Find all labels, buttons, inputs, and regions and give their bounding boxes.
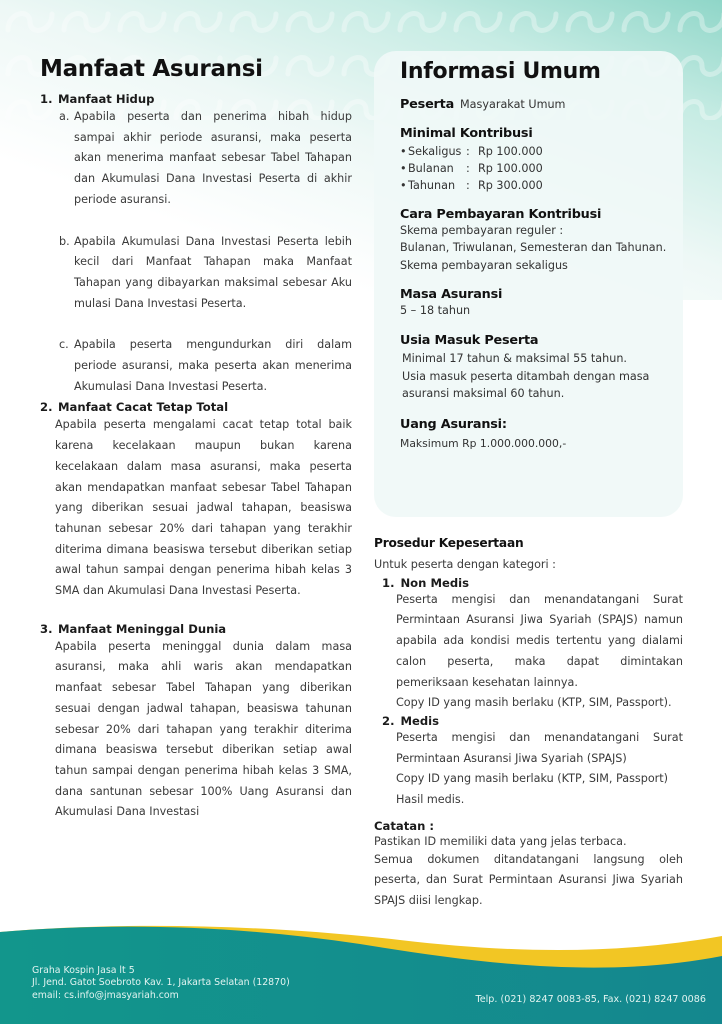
payment-method-block: [400, 207, 670, 275]
card-title: Informasi Umum: [400, 59, 601, 84]
subitem-text: Apabila peserta dan penerima hibah hidup sampai akhir periode asuransi, maka peserta akan menerima manfaat sebesar Tabel Tahapan dan Akumulasi Dana Investasi Peserta di akhir periode asuransi.: [74, 110, 352, 206]
procedure-item-heading: [382, 576, 683, 590]
contribution-type: Tahunan: [408, 178, 456, 192]
contribution-amount: Rp 100.000: [478, 144, 543, 158]
contribution-type: Sekaligus: [408, 144, 462, 158]
procedure-line: Peserta mengisi dan menandatangani Surat Permintaan Asuransi Jiwa Syariah (SPAJS) namun apabila ada kondisi medis tertentu yang dialami calon peserta, maka dapat dimintakan pemeriksaan kesehatan lainnya.: [396, 592, 683, 689]
benefit-section-3: [40, 622, 352, 823]
benefit-section-1: [40, 92, 352, 397]
section-title: Manfaat Cacat Tetap Total: [58, 400, 229, 415]
subitem-text: Apabila peserta mengundurkan diri dalam periode asuransi, maka peserta akan menerima Akumulasi Dana Investasi Peserta.: [74, 338, 352, 393]
separator: :: [466, 178, 470, 192]
benefits-column: [40, 56, 352, 823]
notes-block: [374, 819, 683, 912]
procedure-item-heading: [382, 714, 683, 728]
separator: :: [466, 144, 470, 158]
bullet-icon: •: [400, 144, 407, 158]
note-line: Pastikan ID memiliki data yang jelas terbaca.: [374, 834, 627, 848]
section-title: Manfaat Meninggal Dunia: [58, 621, 227, 636]
subitem-letter: b.: [59, 234, 70, 248]
footer-address: [32, 965, 290, 1002]
page-title: Manfaat Asuransi: [40, 56, 263, 82]
contribution-amount: Rp 300.000: [478, 178, 543, 192]
subitem-text: Apabila Akumulasi Dana Investasi Peserta lebih kecil dari Manfaat Tahapan maka Manfaat Tahapan yang dibayarkan maksimal sebesar Aku mulasi Dana Investasi Peserta.: [74, 234, 352, 310]
note-line: Semua dokumen ditandatangani langsung oleh peserta, dan Surat Permintaan Asuransi Jiwa Syariah SPAJS diisi lengkap.: [374, 852, 683, 908]
entry-age-label: Usia Masuk Peserta: [400, 332, 539, 348]
procedure-item-2: [374, 714, 683, 811]
subitem-letter: a.: [59, 110, 70, 123]
procedure-item-number: 1.: [382, 575, 395, 590]
insurance-period-block: [400, 287, 670, 320]
contribution-amount: Rp 100.000: [478, 161, 543, 175]
benefit-section-2: [40, 400, 352, 601]
procedure-line: Peserta mengisi dan menandatangani Surat Permintaan Asuransi Jiwa Syariah (SPAJS): [396, 730, 683, 765]
procedure-title: Prosedur Kepesertaan: [374, 536, 524, 550]
insurance-period-value: 5 – 18 tahun: [400, 304, 471, 318]
sum-insured-label: Uang Asuransi:: [400, 416, 507, 432]
bullet-icon: •: [400, 178, 407, 192]
footer-wave-decoration: [0, 900, 722, 1024]
benefit-subitem: [59, 335, 352, 397]
bullet-icon: •: [400, 161, 407, 175]
contribution-row: [400, 143, 670, 160]
payment-method-line: Bulanan, Triwulanan, Semesteran dan Tahunan.: [400, 241, 667, 255]
contribution-row: [400, 160, 670, 177]
sum-insured-block: [400, 417, 670, 453]
entry-age-line: Usia masuk peserta ditambah dengan masa asuransi maksimal 60 tahun.: [402, 369, 650, 401]
procedure-item-title: Medis: [400, 713, 440, 728]
contribution-row: [400, 177, 670, 194]
section-number: 1.: [40, 92, 53, 106]
participant-row: [400, 96, 670, 114]
section-number: 2.: [40, 400, 53, 415]
section-heading: [40, 400, 352, 414]
procedure-intro: Untuk peserta dengan kategori :: [374, 558, 556, 571]
notes-title: Catatan :: [374, 818, 434, 833]
participant-label: Peserta: [400, 97, 455, 112]
benefit-subitem: [59, 232, 352, 315]
entry-age-block: [400, 333, 670, 403]
min-contribution-block: [400, 126, 670, 194]
procedure-item-number: 2.: [382, 713, 395, 728]
procedure-line: Copy ID yang masih berlaku (KTP, SIM, Passport): [396, 772, 669, 786]
payment-method-line: Skema pembayaran sekaligus: [400, 258, 568, 272]
min-contribution-label: Minimal Kontribusi: [400, 125, 533, 141]
participant-value: Masyarakat Umum: [460, 98, 566, 111]
email-line: email: cs.info@jmasyariah.com: [32, 989, 179, 1001]
address-line: Jl. Jend. Gatot Soebroto Kav. 1, Jakarta Selatan (12870): [32, 977, 290, 989]
contribution-type: Bulanan: [408, 161, 454, 175]
footer-contact-phone: Telp. (021) 8247 0083-85, Fax. (021) 8247 0086: [475, 994, 706, 1005]
benefit-subitem: [59, 107, 352, 211]
procedure-item-1: [374, 576, 683, 714]
section-text: Apabila peserta meninggal dunia dalam masa asuransi, maka ahli waris akan mendapatkan manfaat sebesar Tabel Tahapan yang diberikan sesuai dengan jadwal tahapan, beasiswa tahunan sebesar 20% dari tahapan yang terakhir diterima dimana beasiswa tersebut diberikan setiap awal tahun sampai dengan penerima hibah kelas 3 SMA, dana santunan sebesar 100% Uang Asuransi dan Akumulasi Dana Investasi: [55, 639, 352, 819]
sum-insured-value: Maksimum Rp 1.000.000.000,-: [400, 436, 567, 450]
payment-method-line: Skema pembayaran reguler :: [400, 223, 564, 237]
insurance-period-label: Masa Asuransi: [400, 287, 503, 303]
section-heading: [40, 622, 352, 636]
payment-method-label: Cara Pembayaran Kontribusi: [400, 206, 602, 222]
general-info-card: [374, 51, 683, 517]
entry-age-line: Minimal 17 tahun & maksimal 55 tahun.: [402, 351, 627, 365]
subitem-letter: c.: [59, 338, 69, 352]
procedure-section: [374, 536, 683, 912]
section-title: Manfaat Hidup: [58, 92, 155, 106]
separator: :: [466, 161, 470, 175]
address-line: Graha Kospin Jasa lt 5: [32, 965, 135, 976]
section-number: 3.: [40, 621, 53, 636]
section-text: Apabila peserta mengalami cacat tetap total baik karena kecelakaan maupun bukan karena kecelakaan dalam masa asuransi, maka peserta akan mendapatkan manfaat sebesar Tabel Tahapan yang diberikan sesuai jadwal tahapan, beasiswa tahunan sebesar 20% dari tahapan yang terakhir diterima dimana beasiswa tersebut diberikan setiap awal tahun sampai dengan penerima hibah kelas 3 SMA dan Akumulasi Dana Investasi Peserta.: [55, 418, 352, 598]
section-heading: [40, 92, 352, 106]
procedure-item-title: Non Medis: [400, 575, 470, 590]
procedure-line: Hasil medis.: [396, 793, 465, 807]
procedure-line: Copy ID yang masih berlaku (KTP, SIM, Passport).: [396, 696, 672, 710]
